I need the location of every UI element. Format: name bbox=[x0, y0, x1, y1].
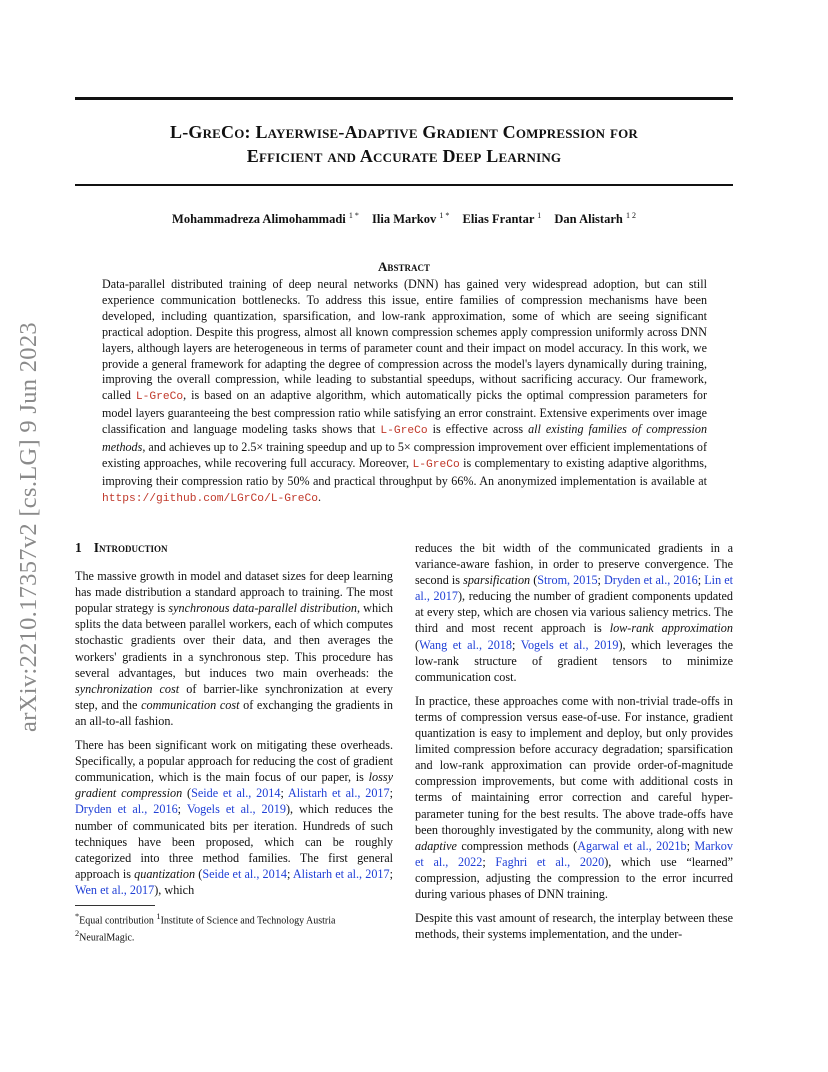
intro-paragraph-2: There has been significant work on mitigating these overheads. Specifically, a popular approach for reducing the cost of gradient communication, which is the main focus of our paper, is lossy gradient compression (Seide et al., 2014; Alistarh et al., 2017; Dryden et al., 2016; Vogels et al., 2019), which reduces the number of communicated bits per iteration. Hundreds of such techniques have been proposed, which can be roughly categorized into three method families. The first general approach is quantization (Seide et al., 2014; Alistarh et al., 2017; Wen et al., 2017), which bbox=[75, 738, 394, 897]
left-column bbox=[75, 540, 393, 898]
citation-link[interactable]: Markov et al., 2022 bbox=[415, 838, 733, 869]
intro-paragraph-3: reduces the bit width of the communicated gradients in a variance-aware fashion, in order to preserve convergence. The second is sparsification (Strom, 2015; Dryden et al., 2016; Lin et al., 2017), reducing the number of gradient components updated at every step, which are chosen via various saliency metrics. The third and most recent approach is low-rank approximation (Wang et al., 2018; Vogels et al., 2019), which leverages the low-rank structure of gradient tensors to minimize communication cost. bbox=[415, 541, 734, 684]
author: Elias Frantar $^1$ bbox=[462, 211, 542, 227]
citation-link[interactable]: Lin et al., 2017 bbox=[415, 573, 734, 604]
abstract-body: Data-parallel distributed training of deep neural networks (DNN) has gained very widespread adoption, but can still experience communication bottlenecks. To address this issue, entire families of compression mechanisms have been developed, including quantization, sparsification, and low-rank approximation, some of which are seeing significant practical adoption. Despite this progress, almost all known compression schemes apply compression uniformly across DNN layers, although layers are heterogeneous in terms of parameter count and their impact on model accuracy. In this work, we provide a general framework for adapting the degree of compression across the model's layers dynamically during training, improving the overall compression, while leading to substantial speedups, without sacrificing accuracy. Our framework, called L-GreCo, is based on an adaptive algorithm, which automatically picks the optimal compression parameters for model layers guaranteeing the best compression ratio while satisfying an error constraint. Extensive experiments over image classification and language modeling tasks shows that L-GreCo is effective across all existing families of compression methods, and achieves up to 2.5× training speedup and up to 5× compression improvement over efficient implementations of existing approaches, while recovering full accuracy. Moreover, L-GreCo is complementary to existing adaptive algorithms, improving their compression ratio by 50% and practical throughput by 66%. An anonymized implementation is available at https://github.com/LGrCo/L-GreCo. bbox=[102, 277, 707, 505]
author: Dan Alistarh $^{1 2}$ bbox=[554, 211, 636, 227]
github-link[interactable]: https://github.com/LGrCo/L-GreCo bbox=[102, 492, 319, 505]
citation-link[interactable]: Wen et al., 2017 bbox=[75, 882, 155, 897]
title-bottom-rule bbox=[75, 184, 733, 186]
author-list bbox=[75, 211, 733, 227]
intro-paragraph-5: Despite this vast amount of research, the interplay between these methods, their systems implementation, and the under- bbox=[415, 911, 733, 942]
citation-link[interactable]: Dryden et al., 2016 bbox=[604, 573, 698, 588]
author: Mohammadreza Alimohammadi $^{1 *}$ bbox=[172, 211, 359, 227]
intro-paragraph-4: In practice, these approaches come with non-trivial trade-offs in terms of compression versus ease-of-use. For instance, gradient quantization is easy to implement and deploy, but only provides limited compression before accuracy degradation; sparsification and low-rank approximation can provide order-of-magnitude compression improvements, but come with additional costs in terms of maintaining error correction and careful hyper-parameter tuning for the best results. The above trade-offs have been thoroughly investigated by the community, along with new adaptive compression methods (Agarwal et al., 2021b; Markov et al., 2022; Faghri et al., 2020), which use “learned” compression, adjusting the compression to the error incurred during various phases of DNN training. bbox=[415, 693, 733, 901]
footnote-rule bbox=[75, 905, 155, 906]
citation-link[interactable]: Seide et al., 2014 bbox=[191, 786, 281, 801]
code-lgreco: L-GreCo bbox=[412, 458, 460, 471]
code-lgreco: L-GreCo bbox=[380, 425, 428, 438]
footnote: *Equal contribution $^1$Institute of Science and Technology Austria $^2$NeuralMagic. bbox=[75, 912, 336, 944]
citation-link[interactable]: Seide et al., 2014 bbox=[202, 866, 287, 881]
citation-link[interactable]: Strom, 2015 bbox=[537, 573, 598, 588]
title-line-1: L-GreCo: Layerwise-Adaptive Gradient Compression for bbox=[169, 122, 638, 142]
right-column bbox=[415, 540, 733, 942]
citation-link[interactable]: Alistarh et al., 2017 bbox=[292, 866, 390, 881]
arxiv-stamp: arXiv:2210.17357v2 [cs.LG] 9 Jun 2023 bbox=[15, 322, 42, 732]
abstract-heading: Abstract bbox=[378, 259, 430, 274]
citation-link[interactable]: Vogels et al., 2019 bbox=[520, 637, 619, 652]
code-lgreco: L-GreCo bbox=[135, 391, 184, 404]
title-line-2: Efficient and Accurate Deep Learning bbox=[246, 146, 562, 166]
citation-link[interactable]: Dryden et al., 2016 bbox=[75, 802, 178, 817]
citation-link[interactable]: Vogels et al., 2019 bbox=[186, 802, 286, 817]
citation-link[interactable]: Agarwal et al., 2021b bbox=[577, 838, 687, 853]
intro-paragraph-1: The massive growth in model and dataset sizes for deep learning has made distribution a standard approach to training. The most popular strategy is synchronous data-parallel distribution, which splits the data between parallel workers, each of which computes stochastic gradients over their data, and then averages the workers' gradients in a synchronous step. This procedure has several advantages, but induces two main overheads: the synchronization cost of barrier-like synchronization at every step, and the communication cost of exchanging the gradients in an all-to-all fashion. bbox=[75, 569, 394, 728]
citation-link[interactable]: Faghri et al., 2020 bbox=[495, 854, 605, 869]
section-heading: 1 Introduction bbox=[75, 540, 168, 555]
paper-title bbox=[75, 120, 733, 168]
citation-link[interactable]: Alistarh et al., 2017 bbox=[287, 786, 390, 801]
title-top-rule bbox=[75, 97, 733, 100]
citation-link[interactable]: Wang et al., 2018 bbox=[419, 637, 512, 652]
author: Ilia Markov $^{1 *}$ bbox=[372, 211, 450, 227]
